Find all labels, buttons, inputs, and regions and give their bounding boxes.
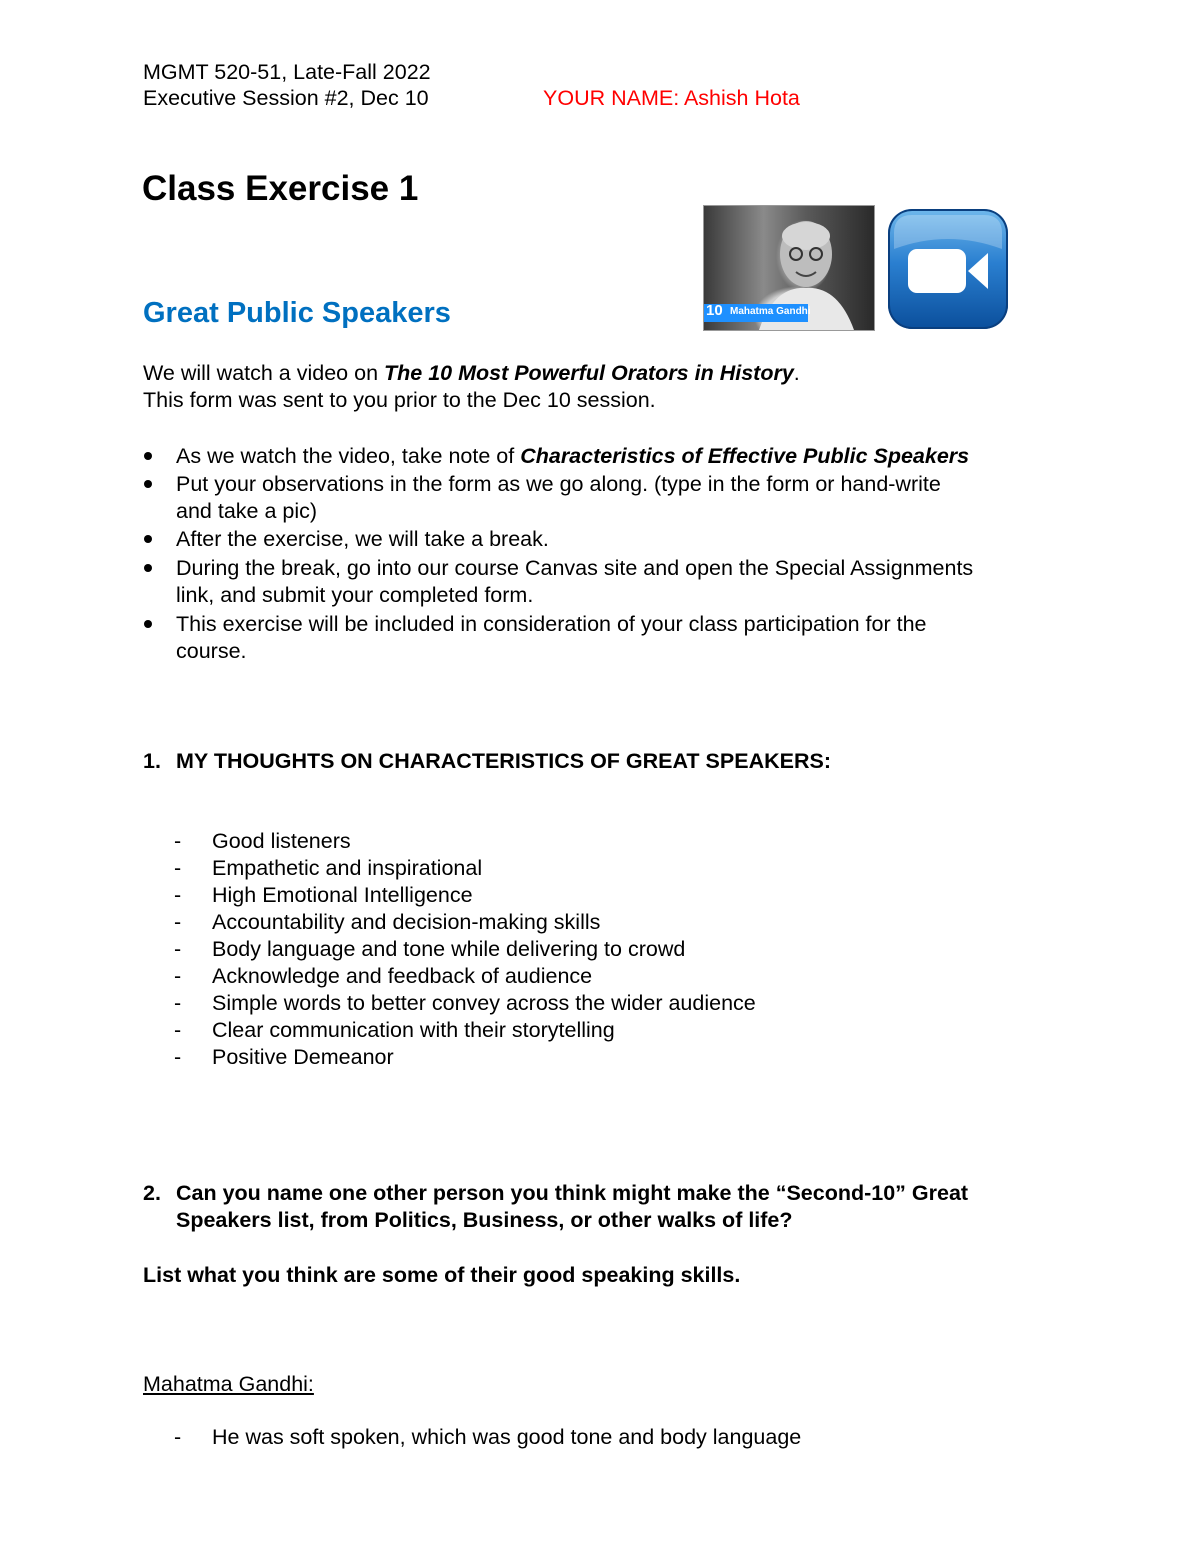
bullet-dot	[144, 452, 152, 460]
question-2-line-2: Speakers list, from Politics, Business, or other walks of life?	[176, 1208, 793, 1232]
intro-period: .	[793, 361, 800, 385]
dash-marker: -	[174, 1045, 182, 1069]
dash-marker: -	[174, 991, 182, 1015]
answer-item: High Emotional Intelligence	[212, 883, 473, 907]
question-1-text: MY THOUGHTS ON CHARACTERISTICS OF GREAT SPEAKERS:	[176, 749, 831, 773]
intro-line-1	[143, 360, 800, 387]
dash-marker: -	[174, 910, 182, 934]
question-2-instruction: List what you think are some of their good speaking skills.	[143, 1263, 741, 1287]
list-item: During the break, go into our course Canvas site and open the Special Assignments	[176, 556, 974, 580]
list-item: After the exercise, we will take a break.	[176, 527, 549, 551]
dash-marker: -	[174, 1018, 182, 1042]
answer-item: Empathetic and inspirational	[212, 856, 483, 880]
gandhi-photo	[703, 205, 875, 331]
list-item-continued: course.	[176, 639, 247, 663]
course-line: MGMT 520-51, Late-Fall 2022	[143, 60, 431, 84]
session-line: Executive Session #2, Dec 10	[143, 86, 429, 110]
question-2-number: 2.	[143, 1181, 161, 1205]
student-name: YOUR NAME: Ashish Hota	[543, 86, 800, 110]
video-title: The 10 Most Powerful Orators in History	[384, 361, 794, 385]
dash-marker: -	[174, 883, 182, 907]
answer-item: He was soft spoken, which was good tone and body language	[212, 1425, 802, 1449]
bullet-dot	[144, 564, 152, 572]
video-camera-icon	[888, 209, 1008, 329]
answer-item: Clear communication with their storytelling	[212, 1018, 615, 1042]
answer-item: Good listeners	[212, 829, 351, 853]
dash-marker: -	[174, 964, 182, 988]
person-name: Mahatma Gandhi:	[143, 1372, 314, 1396]
dash-marker: -	[174, 829, 182, 853]
answer-item: Accountability and decision-making skills	[212, 910, 601, 934]
intro-line-2: This form was sent to you prior to the Dec 10 session.	[143, 388, 656, 412]
list-item-continued: link, and submit your completed form.	[176, 583, 534, 607]
list-item	[176, 443, 969, 470]
caption-number: 10	[706, 302, 723, 319]
list-item-text: As we watch the video, take note of	[176, 444, 521, 468]
bullet-dot	[144, 480, 152, 488]
dash-marker: -	[174, 1425, 182, 1449]
list-item: Put your observations in the form as we go along. (type in the form or hand-write	[176, 472, 941, 496]
answer-item: Simple words to better convey across the wider audience	[212, 991, 756, 1015]
answer-item: Body language and tone while delivering to crowd	[212, 937, 686, 961]
list-item-emphasis: Characteristics of Effective Public Speakers	[520, 444, 970, 468]
dash-marker: -	[174, 856, 182, 880]
answer-item: Positive Demeanor	[212, 1045, 394, 1069]
answer-item: Acknowledge and feedback of audience	[212, 964, 593, 988]
section-heading: Great Public Speakers	[143, 297, 451, 329]
question-2-line-1: Can you name one other person you think might make the “Second-10” Great	[176, 1181, 969, 1205]
list-item-continued: and take a pic)	[176, 499, 318, 523]
caption-name: Mahatma Gandhi	[730, 306, 811, 317]
page-title: Class Exercise 1	[142, 169, 419, 208]
bullet-dot	[144, 535, 152, 543]
dash-marker: -	[174, 937, 182, 961]
question-1-number: 1.	[143, 749, 161, 773]
bullet-dot	[144, 620, 152, 628]
intro-text: We will watch a video on	[143, 361, 384, 385]
list-item: This exercise will be included in consideration of your class participation for the	[176, 612, 927, 636]
